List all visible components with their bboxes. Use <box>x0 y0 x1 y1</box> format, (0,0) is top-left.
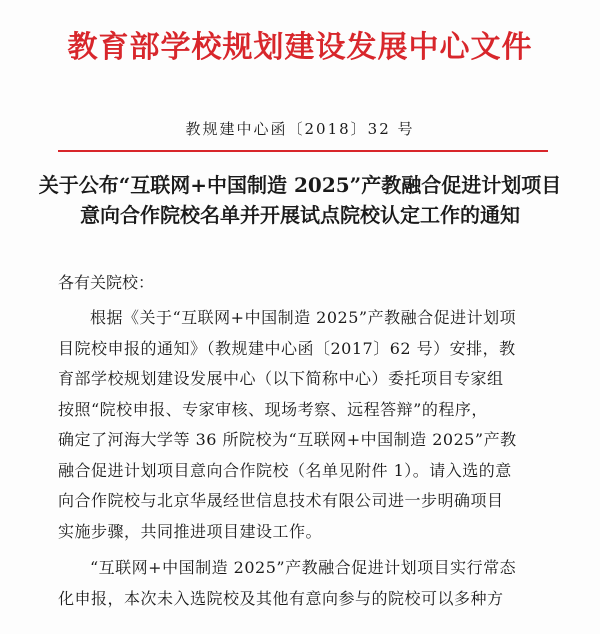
notice-title <box>0 170 600 230</box>
red-divider-line <box>58 150 548 152</box>
paragraph-line: 确定了河海大学等 36 所院校为“互联网+中国制造 2025”产教 <box>58 430 517 449</box>
salutation: 各有关院校： <box>58 273 155 292</box>
notice-title-line-2: 意向合作院校名单并开展试点院校认定工作的通知 <box>80 203 520 227</box>
paragraph-line: 融合促进计划项目意向合作院校（名单见附件 1）。请入选的意 <box>58 460 512 480</box>
issuing-org-title: 教育部学校规划建设发展中心文件 <box>67 30 533 65</box>
body-paragraph-1 <box>58 303 558 547</box>
body-paragraph-2 <box>58 553 558 614</box>
paragraph-line: 根据《关于“互联网+中国制造 2025”产教融合促进计划项 <box>90 308 517 327</box>
paragraph-line: 目院校申报的通知》（教规建中心函〔2017〕62 号）安排，教 <box>58 338 516 358</box>
paragraph-line: 育部学校规划建设发展中心（以下简称中心）委托项目专家组 <box>58 369 504 388</box>
paragraph-line: 按照“院校申报、专家审核、现场考察、远程答辩”的程序， <box>58 399 488 419</box>
paragraph-line: 实施步骤，共同推进项目建设工作。 <box>58 521 323 541</box>
notice-title-line-1: 关于公布“互联网+中国制造 2025”产教融合促进计划项目 <box>38 173 562 197</box>
document-number: 教规建中心函〔2018〕32 号 <box>185 120 415 138</box>
paragraph-line: 向合作院校与北京华晟经世信息技术有限公司进一步明确项目 <box>58 491 504 510</box>
paragraph-line: 化申报，本次未入选院校及其他有意向参与的院校可以多种方 <box>58 588 504 608</box>
paragraph-line: “互联网+中国制造 2025”产教融合促进计划项目实行常态 <box>90 558 517 577</box>
